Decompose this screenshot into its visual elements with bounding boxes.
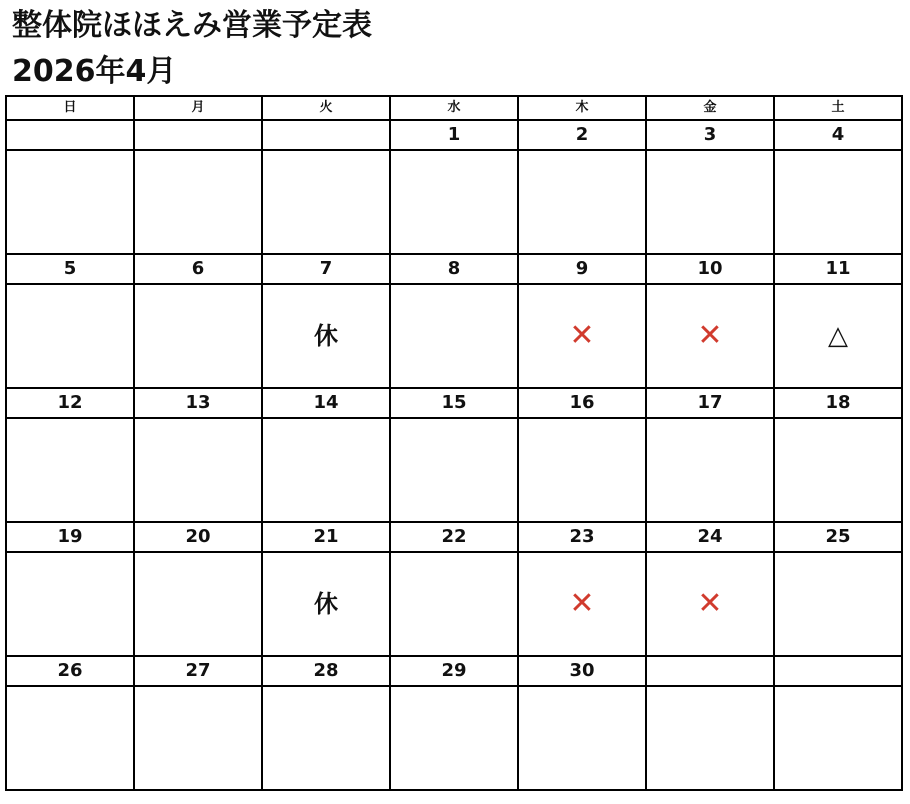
date-cell-fri bbox=[646, 656, 774, 686]
status-cell-sun bbox=[6, 686, 134, 790]
status-cell-wed bbox=[390, 150, 518, 254]
date-cell-sun: 26 bbox=[6, 656, 134, 686]
status-cell-fri bbox=[646, 150, 774, 254]
date-cell-tue: 21 bbox=[262, 522, 390, 552]
status-cell-tue bbox=[262, 686, 390, 790]
date-cell-fri: 17 bbox=[646, 388, 774, 418]
closed-x-icon: ✕ bbox=[697, 586, 723, 621]
week-2-date-row bbox=[6, 254, 902, 284]
date-cell-thu: 30 bbox=[518, 656, 646, 686]
status-cell-mon bbox=[134, 552, 262, 656]
schedule-calendar bbox=[5, 95, 903, 791]
holiday-mark: 休 bbox=[314, 322, 338, 350]
status-cell-sat bbox=[774, 552, 902, 656]
date-cell-mon: 13 bbox=[134, 388, 262, 418]
closed-x-icon: ✕ bbox=[569, 318, 595, 353]
week-5-status-row bbox=[6, 686, 902, 790]
week-3-status-row bbox=[6, 418, 902, 522]
status-cell-fri bbox=[646, 418, 774, 522]
date-cell-sat: 18 bbox=[774, 388, 902, 418]
date-cell-wed: 8 bbox=[390, 254, 518, 284]
weekday-sat: 土 bbox=[774, 96, 902, 120]
weekday-header-row bbox=[6, 96, 902, 120]
status-cell-mon bbox=[134, 418, 262, 522]
date-cell-sat: 4 bbox=[774, 120, 902, 150]
week-4-date-row bbox=[6, 522, 902, 552]
holiday-mark: 休 bbox=[314, 590, 338, 618]
week-5-date-row bbox=[6, 656, 902, 686]
status-cell-thu bbox=[518, 552, 646, 656]
status-cell-mon bbox=[134, 686, 262, 790]
date-cell-tue: 14 bbox=[262, 388, 390, 418]
status-cell-fri bbox=[646, 686, 774, 790]
date-cell-tue: 28 bbox=[262, 656, 390, 686]
status-cell-thu bbox=[518, 284, 646, 388]
status-cell-sun bbox=[6, 284, 134, 388]
status-cell-sun bbox=[6, 418, 134, 522]
date-cell-thu: 23 bbox=[518, 522, 646, 552]
weekday-fri: 金 bbox=[646, 96, 774, 120]
weekday-mon: 月 bbox=[134, 96, 262, 120]
date-cell-wed: 15 bbox=[390, 388, 518, 418]
date-cell-fri: 10 bbox=[646, 254, 774, 284]
closed-x-icon: ✕ bbox=[569, 586, 595, 621]
status-cell-sun bbox=[6, 150, 134, 254]
status-cell-tue bbox=[262, 418, 390, 522]
date-cell-mon: 6 bbox=[134, 254, 262, 284]
date-cell-thu: 2 bbox=[518, 120, 646, 150]
weekday-tue: 火 bbox=[262, 96, 390, 120]
status-cell-wed bbox=[390, 686, 518, 790]
status-cell-fri bbox=[646, 552, 774, 656]
status-cell-mon bbox=[134, 150, 262, 254]
status-cell-tue bbox=[262, 150, 390, 254]
weekday-thu: 木 bbox=[518, 96, 646, 120]
date-cell-sun bbox=[6, 120, 134, 150]
closed-x-icon: ✕ bbox=[697, 318, 723, 353]
status-cell-sat bbox=[774, 284, 902, 388]
status-cell-tue bbox=[262, 552, 390, 656]
date-cell-wed: 22 bbox=[390, 522, 518, 552]
page-title: 整体院ほほえみ営業予定表 bbox=[12, 8, 372, 43]
weekday-sun: 日 bbox=[6, 96, 134, 120]
date-cell-fri: 3 bbox=[646, 120, 774, 150]
date-cell-sun: 5 bbox=[6, 254, 134, 284]
date-cell-tue bbox=[262, 120, 390, 150]
date-cell-sun: 19 bbox=[6, 522, 134, 552]
status-cell-sat bbox=[774, 150, 902, 254]
status-cell-thu bbox=[518, 418, 646, 522]
date-cell-sun: 12 bbox=[6, 388, 134, 418]
week-3-date-row bbox=[6, 388, 902, 418]
date-cell-sat bbox=[774, 656, 902, 686]
date-cell-thu: 9 bbox=[518, 254, 646, 284]
status-cell-wed bbox=[390, 418, 518, 522]
month-label: 2026年4月 bbox=[12, 54, 177, 89]
status-cell-mon bbox=[134, 284, 262, 388]
status-cell-wed bbox=[390, 552, 518, 656]
date-cell-tue: 7 bbox=[262, 254, 390, 284]
status-cell-tue bbox=[262, 284, 390, 388]
date-cell-mon bbox=[134, 120, 262, 150]
status-cell-sat bbox=[774, 686, 902, 790]
week-1-date-row bbox=[6, 120, 902, 150]
week-1-status-row bbox=[6, 150, 902, 254]
status-cell-wed bbox=[390, 284, 518, 388]
date-cell-sat: 25 bbox=[774, 522, 902, 552]
date-cell-mon: 20 bbox=[134, 522, 262, 552]
status-cell-thu bbox=[518, 150, 646, 254]
date-cell-mon: 27 bbox=[134, 656, 262, 686]
triangle-icon: △ bbox=[828, 321, 848, 351]
status-cell-sun bbox=[6, 552, 134, 656]
status-cell-fri bbox=[646, 284, 774, 388]
weekday-wed: 水 bbox=[390, 96, 518, 120]
status-cell-thu bbox=[518, 686, 646, 790]
date-cell-sat: 11 bbox=[774, 254, 902, 284]
date-cell-fri: 24 bbox=[646, 522, 774, 552]
date-cell-thu: 16 bbox=[518, 388, 646, 418]
week-4-status-row bbox=[6, 552, 902, 656]
date-cell-wed: 1 bbox=[390, 120, 518, 150]
week-2-status-row bbox=[6, 284, 902, 388]
date-cell-wed: 29 bbox=[390, 656, 518, 686]
status-cell-sat bbox=[774, 418, 902, 522]
